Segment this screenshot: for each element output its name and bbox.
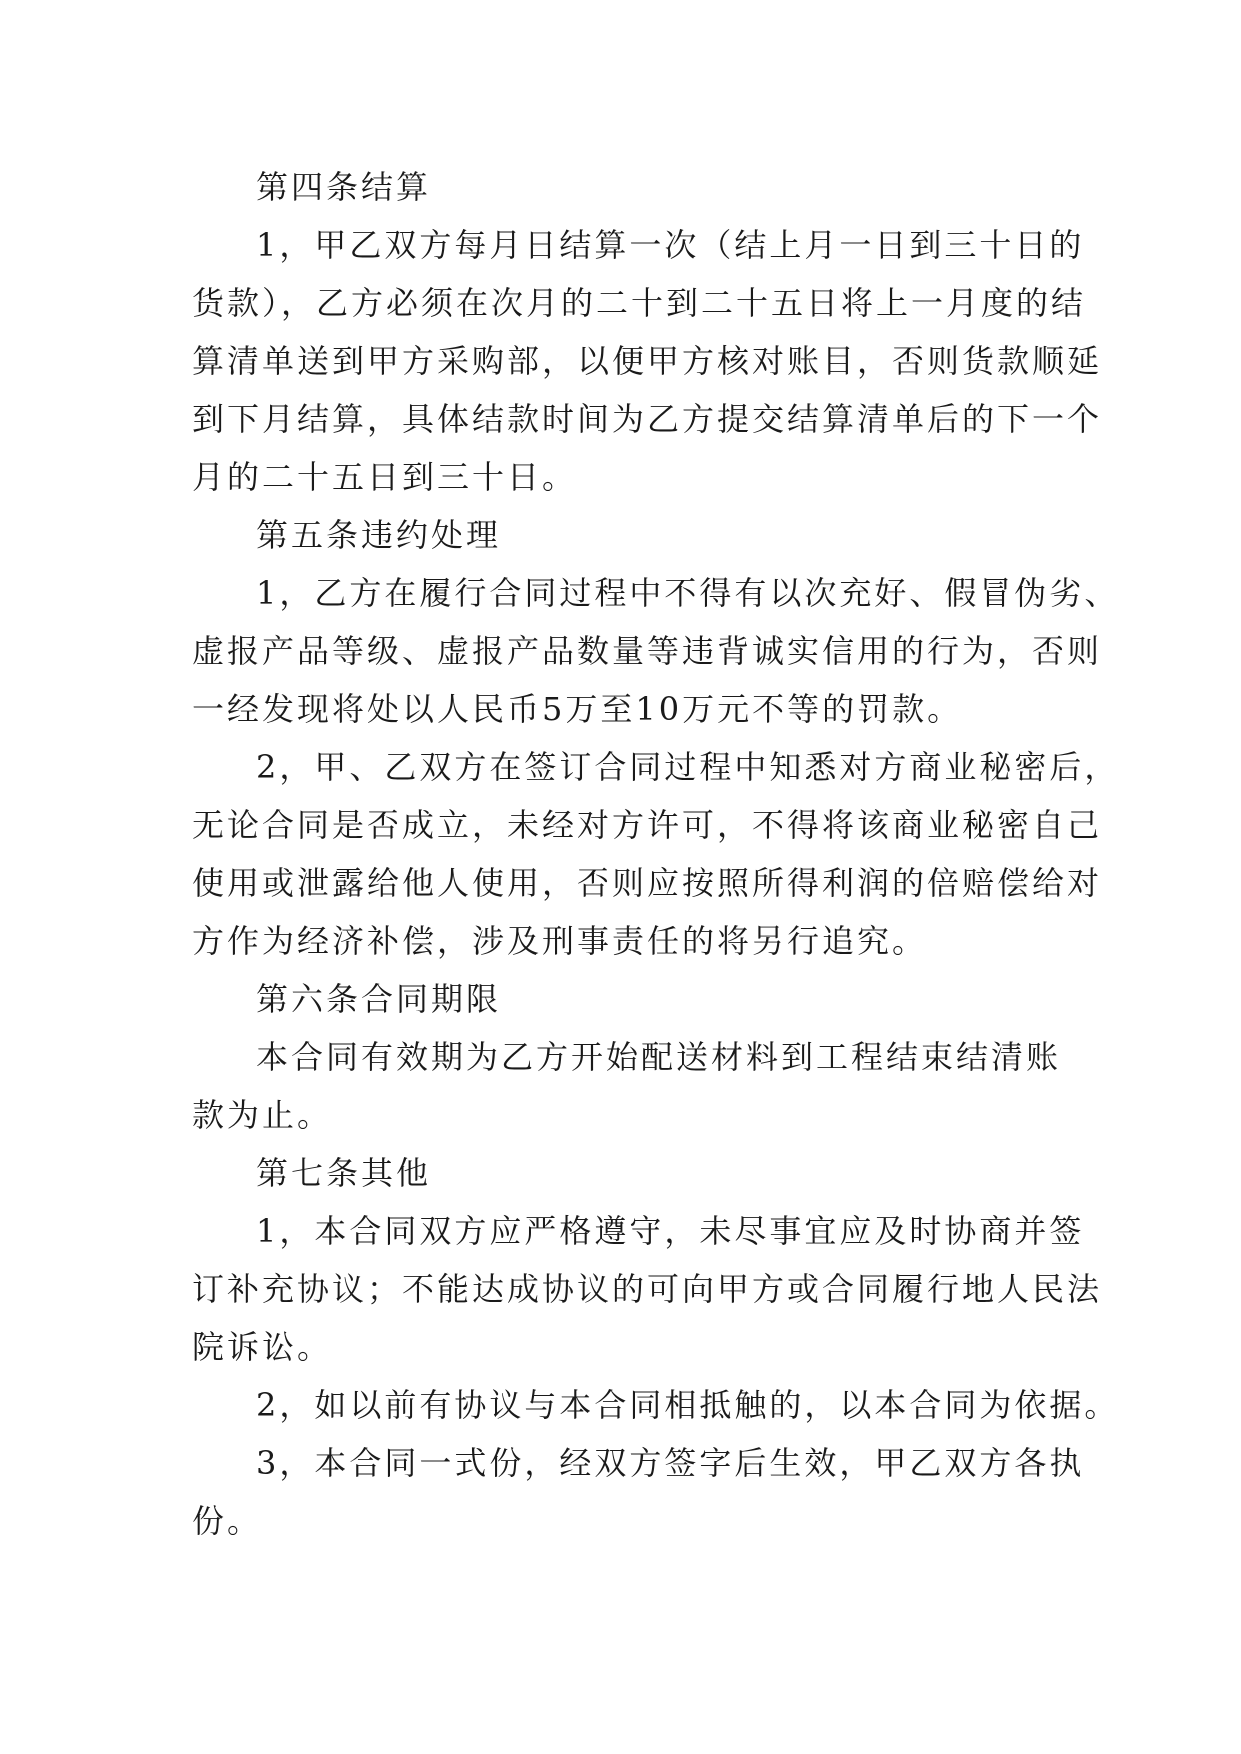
section-heading-6: 第六条合同期限 (256, 980, 502, 1018)
paragraph-line: 月的二十五日到三十日。 (192, 458, 578, 496)
paragraph-line: 方作为经济补偿，涉及刑事责任的将另行追究。 (192, 922, 928, 960)
section-heading-7: 第七条其他 (256, 1154, 432, 1192)
paragraph-line: 货款），乙方必须在次月的二十到二十五日将上一月度的结 (192, 284, 1087, 322)
paragraph-line: 订补充协议；不能达成协议的可向甲方或合同履行地人民法 (192, 1270, 1103, 1308)
paragraph-line: 一经发现将处以人民币5万至10万元不等的罚款。 (192, 690, 963, 728)
paragraph-line: 无论合同是否成立，未经对方许可，不得将该商业秘密自己 (192, 806, 1103, 844)
paragraph-line: 2，如以前有协议与本合同相抵触的，以本合同为依据。 (256, 1386, 1120, 1424)
section-heading-4: 第四条结算 (256, 168, 432, 206)
paragraph-line: 1，本合同双方应严格遵守，未尽事宜应及时协商并签 (256, 1212, 1085, 1250)
paragraph-line: 虚报产品等级、虚报产品数量等违背诚实信用的行为，否则 (192, 632, 1103, 670)
paragraph-line: 款为止。 (192, 1096, 333, 1134)
paragraph-line: 2，甲、乙双方在签订合同过程中知悉对方商业秘密后， (256, 748, 1120, 786)
paragraph-line: 算清单送到甲方采购部，以便甲方核对账目，否则货款顺延 (192, 342, 1103, 380)
paragraph-line: 使用或泄露给他人使用，否则应按照所得利润的倍赔偿给对 (192, 864, 1103, 902)
paragraph-line: 1，甲乙双方每月日结算一次（结上月一日到三十日的 (256, 226, 1085, 264)
paragraph-line: 份。 (192, 1502, 263, 1540)
paragraph-line: 院诉讼。 (192, 1328, 333, 1366)
paragraph-line: 3，本合同一式份，经双方签字后生效，甲乙双方各执 (256, 1444, 1085, 1482)
paragraph-line: 到下月结算，具体结款时间为乙方提交结算清单后的下一个 (192, 400, 1103, 438)
section-heading-5: 第五条违约处理 (256, 516, 502, 554)
paragraph-line: 本合同有效期为乙方开始配送材料到工程结束结清账 (256, 1038, 1062, 1076)
document-body (192, 158, 1120, 1550)
paragraph-line: 1，乙方在履行合同过程中不得有以次充好、假冒伪劣、 (256, 574, 1120, 612)
